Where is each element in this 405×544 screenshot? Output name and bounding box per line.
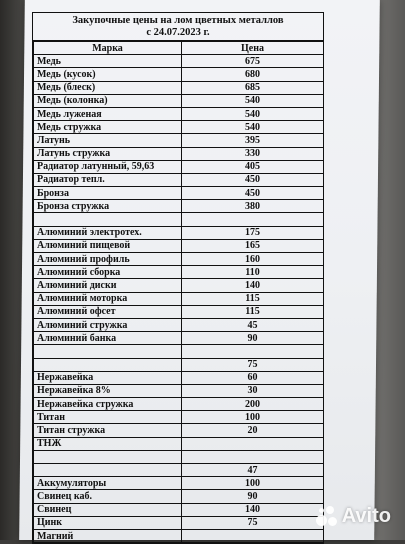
metal-name-cell bbox=[34, 464, 182, 477]
price-cell: 140 bbox=[182, 503, 324, 516]
metal-name-cell: Латунь стружка bbox=[34, 147, 182, 160]
metal-name-cell: Медь bbox=[34, 55, 182, 68]
price-cell: 450 bbox=[182, 173, 324, 186]
price-cell: 45 bbox=[182, 318, 324, 331]
table-row bbox=[34, 398, 324, 411]
table-row bbox=[34, 226, 324, 239]
price-cell: 100 bbox=[182, 411, 324, 424]
metal-name-cell: Нержавейка стружка bbox=[34, 398, 182, 411]
table-row bbox=[34, 516, 324, 529]
table-row bbox=[34, 490, 324, 503]
metal-name-cell: Медь (кусок) bbox=[34, 68, 182, 81]
price-cell: 75 bbox=[182, 516, 324, 529]
metal-name-cell bbox=[34, 345, 182, 358]
metal-name-cell: Нержавейка bbox=[34, 371, 182, 384]
table-row bbox=[34, 371, 324, 384]
table-row bbox=[34, 187, 324, 200]
table-row bbox=[34, 358, 324, 371]
price-cell bbox=[182, 345, 324, 358]
table-row bbox=[34, 107, 324, 120]
table-row bbox=[34, 81, 324, 94]
metal-name-cell: Свинец каб. bbox=[34, 490, 182, 503]
document-title bbox=[33, 13, 323, 41]
price-cell: 540 bbox=[182, 121, 324, 134]
table-row bbox=[34, 332, 324, 345]
price-cell: 675 bbox=[182, 55, 324, 68]
table-row bbox=[34, 213, 324, 226]
metal-name-cell: Радиатор латунный, 59,63 bbox=[34, 160, 182, 173]
table-row bbox=[34, 147, 324, 160]
price-cell: 110 bbox=[182, 266, 324, 279]
table-row bbox=[34, 384, 324, 397]
price-cell: 47 bbox=[182, 464, 324, 477]
price-cell bbox=[182, 529, 324, 542]
table-row bbox=[34, 477, 324, 490]
price-cell: 680 bbox=[182, 68, 324, 81]
table-row bbox=[34, 424, 324, 437]
metal-name-cell: Алюминий сборка bbox=[34, 266, 182, 279]
price-cell: 75 bbox=[182, 358, 324, 371]
metal-name-cell: Алюминий электротех. bbox=[34, 226, 182, 239]
metal-name-cell: Медь луженая bbox=[34, 107, 182, 120]
metal-name-cell: Алюминий профиль bbox=[34, 253, 182, 266]
metal-name-cell bbox=[34, 450, 182, 463]
title-line-1: Закупочные цены на лом цветных металлов bbox=[72, 15, 284, 26]
table-row bbox=[34, 239, 324, 252]
table-row bbox=[34, 450, 324, 463]
metal-name-cell: Латунь bbox=[34, 134, 182, 147]
price-cell bbox=[182, 437, 324, 450]
price-document bbox=[32, 12, 324, 544]
table-row bbox=[34, 437, 324, 450]
table-header-row bbox=[34, 42, 324, 55]
table-row bbox=[34, 68, 324, 81]
metal-name-cell: Бронза стружка bbox=[34, 200, 182, 213]
price-cell: 160 bbox=[182, 253, 324, 266]
metal-name-cell: Магний bbox=[34, 529, 182, 542]
metal-name-cell: Алюминий диски bbox=[34, 279, 182, 292]
table-row bbox=[34, 55, 324, 68]
price-cell: 165 bbox=[182, 239, 324, 252]
table-row bbox=[34, 305, 324, 318]
metal-name-cell: Алюминий стружка bbox=[34, 318, 182, 331]
metal-name-cell: Алюминий моторка bbox=[34, 292, 182, 305]
price-cell: 540 bbox=[182, 107, 324, 120]
price-cell: 450 bbox=[182, 187, 324, 200]
table-row bbox=[34, 266, 324, 279]
price-cell: 685 bbox=[182, 81, 324, 94]
table-row bbox=[34, 94, 324, 107]
avito-watermark bbox=[316, 505, 391, 528]
price-cell: 380 bbox=[182, 200, 324, 213]
price-cell bbox=[182, 450, 324, 463]
price-cell: 140 bbox=[182, 279, 324, 292]
price-cell: 60 bbox=[182, 371, 324, 384]
price-cell: 115 bbox=[182, 305, 324, 318]
table-row bbox=[34, 253, 324, 266]
metal-name-cell: Алюминий пищевой bbox=[34, 239, 182, 252]
metal-name-cell: Цинк bbox=[34, 516, 182, 529]
table-row bbox=[34, 529, 324, 542]
price-cell bbox=[182, 213, 324, 226]
metal-name-cell bbox=[34, 358, 182, 371]
price-cell: 90 bbox=[182, 332, 324, 345]
metal-name-cell: Медь (колонка) bbox=[34, 94, 182, 107]
price-table bbox=[33, 41, 324, 543]
table-row bbox=[34, 503, 324, 516]
price-cell: 100 bbox=[182, 477, 324, 490]
table-row bbox=[34, 173, 324, 186]
price-cell: 90 bbox=[182, 490, 324, 503]
table-row bbox=[34, 160, 324, 173]
metal-name-cell: Свинец bbox=[34, 503, 182, 516]
metal-name-cell: Медь (блеск) bbox=[34, 81, 182, 94]
metal-name-cell: Нержавейка 8% bbox=[34, 384, 182, 397]
price-cell: 115 bbox=[182, 292, 324, 305]
price-cell: 405 bbox=[182, 160, 324, 173]
price-cell: 30 bbox=[182, 384, 324, 397]
table-body bbox=[34, 55, 324, 543]
table-row bbox=[34, 464, 324, 477]
avito-dots-icon bbox=[316, 506, 338, 528]
table-row bbox=[34, 292, 324, 305]
column-header-name: Марка bbox=[34, 42, 182, 55]
price-cell: 540 bbox=[182, 94, 324, 107]
metal-name-cell bbox=[34, 213, 182, 226]
title-line-2: с 24.07.2023 г. bbox=[146, 27, 210, 38]
price-cell: 175 bbox=[182, 226, 324, 239]
metal-name-cell: Алюминий офсет bbox=[34, 305, 182, 318]
metal-name-cell: Бронза bbox=[34, 187, 182, 200]
table-row bbox=[34, 279, 324, 292]
price-cell: 395 bbox=[182, 134, 324, 147]
metal-name-cell: Медь стружка bbox=[34, 121, 182, 134]
metal-name-cell: ТНЖ bbox=[34, 437, 182, 450]
price-cell: 330 bbox=[182, 147, 324, 160]
table-row bbox=[34, 345, 324, 358]
table-row bbox=[34, 121, 324, 134]
metal-name-cell: Аккумуляторы bbox=[34, 477, 182, 490]
metal-name-cell: Титан стружка bbox=[34, 424, 182, 437]
avito-logo-text: Avito bbox=[341, 505, 391, 527]
metal-name-cell: Радиатор тепл. bbox=[34, 173, 182, 186]
metal-name-cell: Алюминий банка bbox=[34, 332, 182, 345]
metal-name-cell: Титан bbox=[34, 411, 182, 424]
table-row bbox=[34, 134, 324, 147]
column-header-price: Цена bbox=[182, 42, 324, 55]
table-row bbox=[34, 200, 324, 213]
table-row bbox=[34, 318, 324, 331]
price-cell: 200 bbox=[182, 398, 324, 411]
table-row bbox=[34, 411, 324, 424]
price-cell: 20 bbox=[182, 424, 324, 437]
